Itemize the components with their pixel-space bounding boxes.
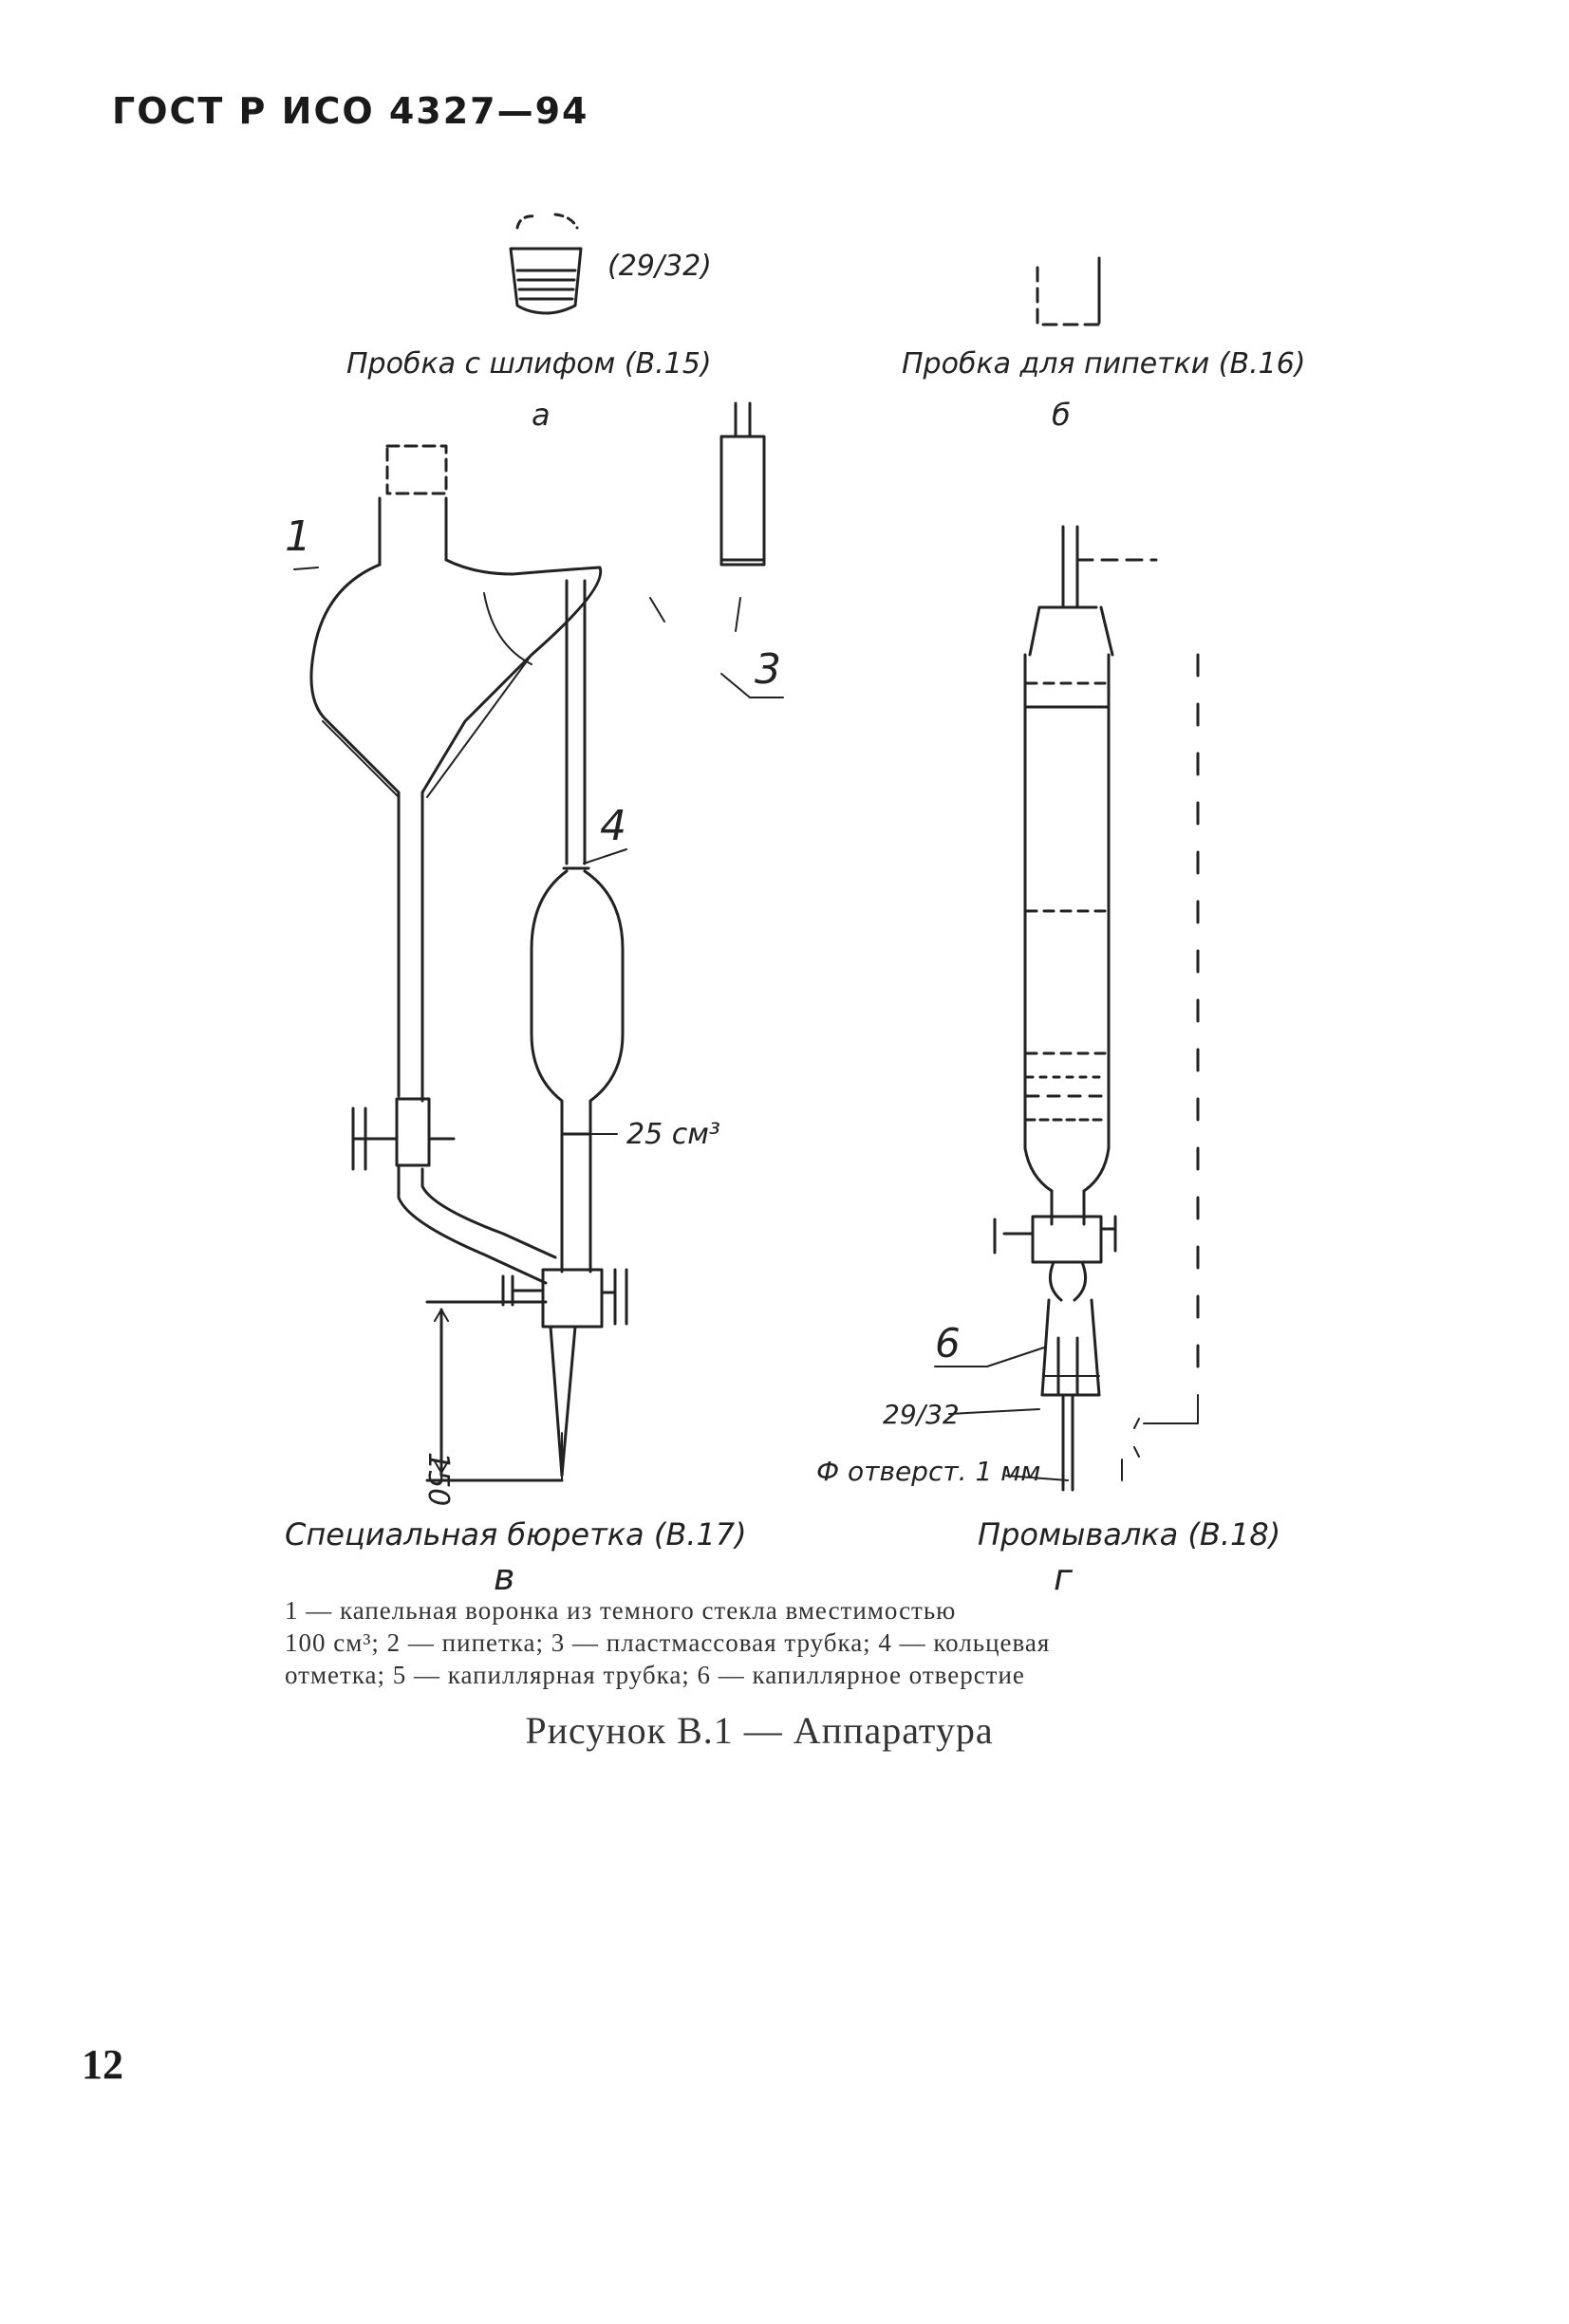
wash-bottle-name: Промывалка (В.18) — [978, 1516, 1281, 1552]
volume-mark-label: 25 см³ — [626, 1118, 720, 1151]
figure-legend — [285, 1594, 1253, 1691]
burette-drawing — [294, 446, 626, 1480]
figure-title: Рисунок В.1 — Аппаратура — [525, 1709, 994, 1752]
orifice-label: Ф отверст. 1 мм — [816, 1456, 1041, 1487]
stopper-name: Пробка с шлифом (В.15) — [346, 347, 712, 381]
stopper-letter: а — [532, 397, 551, 433]
stopper-drawing — [511, 214, 581, 313]
burette-letter: в — [494, 1556, 515, 1598]
wash-bottle-letter: г — [1054, 1556, 1073, 1598]
document-header: ГОСТ Р ИСО 4327—94 — [112, 90, 589, 132]
label-3: 3 — [755, 645, 781, 694]
legend-line: отметка; 5 — капиллярная трубка; 6 — капиллярное отверстие — [285, 1661, 1025, 1689]
legend-line: 1 — капельная воронка из темного стекла вместимостью — [285, 1596, 957, 1625]
stopper-annotation: (29/32) — [607, 250, 712, 283]
label-4: 4 — [600, 802, 626, 850]
burette-name: Специальная бюретка (В.17) — [285, 1516, 747, 1552]
pipette-cap-name: Пробка для пипетки (В.16) — [902, 347, 1306, 381]
label-1: 1 — [285, 512, 311, 561]
dimension-150: 150 — [421, 1452, 455, 1507]
pipette-cap-drawing — [1037, 256, 1099, 325]
joint-label: 29/32 — [883, 1399, 960, 1430]
legend-line: 100 см³; 2 — пипетка; 3 — пластмассовая трубка; 4 — кольцевая — [285, 1628, 1051, 1657]
page-number: 12 — [82, 2041, 123, 2088]
wash-bottle-drawing — [935, 527, 1198, 1490]
label-6: 6 — [935, 1320, 961, 1367]
pipette-cap-letter: б — [1052, 397, 1071, 433]
